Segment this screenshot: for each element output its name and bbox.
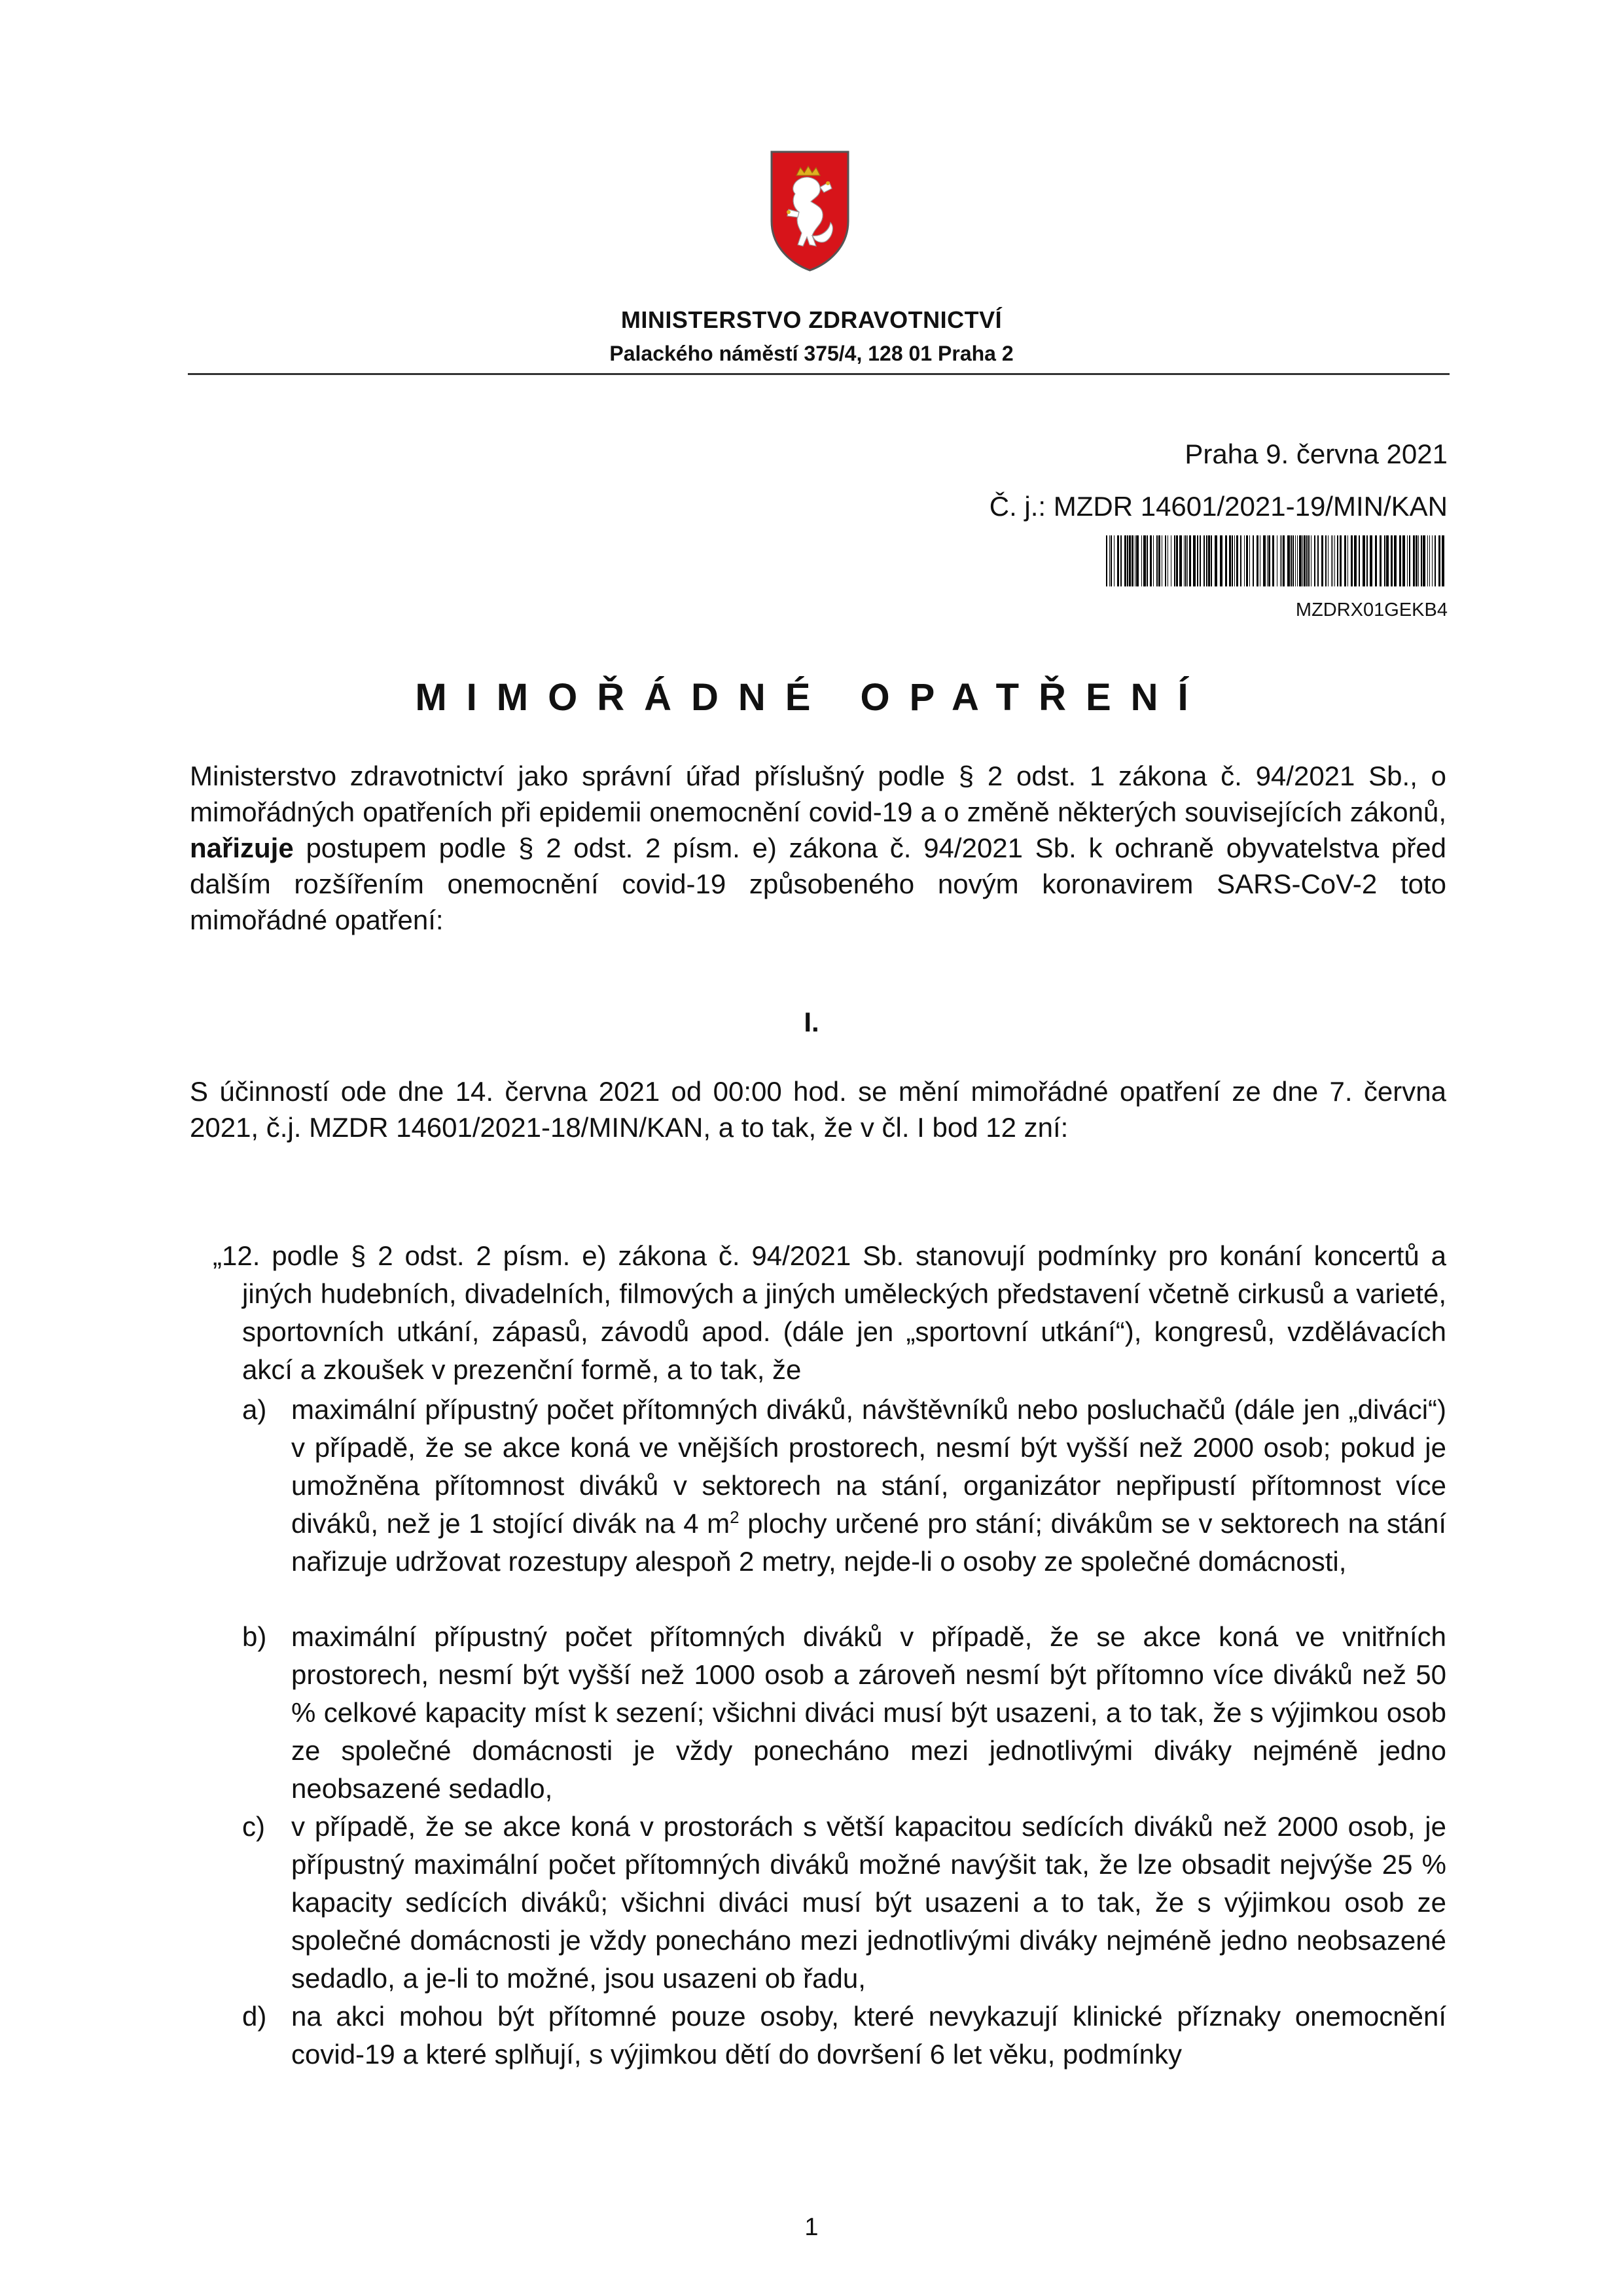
list-item-a [242,1391,1446,1581]
superscript: 2 [730,1507,740,1527]
intro-paragraph [190,758,1446,938]
document-title: MIMOŘÁDNÉ OPATŘENÍ [415,676,1208,719]
barcode [1106,535,1448,586]
page-number: 1 [804,2214,819,2241]
ministry-address: Palackého náměstí 375/4, 128 01 Praha 2 [609,342,1014,365]
point-12 [213,1237,1446,1389]
list-item-b [242,1618,1446,1808]
list-item-label: b) [242,1621,267,1652]
ministry-name: MINISTERSTVO ZDRAVOTNICTVÍ [620,306,1003,333]
intro-bold-verb: nařizuje [190,833,294,863]
barcode-code: MZDRX01GEKB4 [1295,600,1448,620]
intro-text-after: postupem podle § 2 odst. 2 písm. e) zákona č. 94/2021 Sb. k ochraně obyvatelstva před dalším rozšířením onemocnění covid-19 způsobeného novým koronavirem SARS-CoV-2 toto mimořádné opatření: [190,833,1446,935]
list-item-c [242,1808,1446,1998]
point-12-text: „12. podle § 2 odst. 2 písm. e) zákona č. 94/2021 Sb. stanovují podmínky pro konání koncertů a jiných hudebních, divadelních, filmových a jiných uměleckých představení včetně cirkusů a varieté, sportovních utkání, zápasů, závodů apod. (dále jen „sportovní utkání“), kongresů, vzdělávacích akcí a zkoušek v prezenční formě, a to tak, že [213,1240,1446,1385]
amendment-paragraph: S účinností ode dne 14. června 2021 od 00:00 hod. se mění mimořádné opatření ze dne 7. června 2021, č.j. MZDR 14601/2021-18/MIN/KAN, a to tak, že v čl. I bod 12 zní: [190,1076,1446,1143]
list-item-label: a) [242,1394,267,1425]
header-divider [188,373,1450,375]
section-heading: I. [804,1007,819,1037]
list-item-text: na akci mohou být přítomné pouze osoby, které nevykazují klinické příznaky onemocnění covid-19 a které splňují, s výjimkou dětí do dovršení 6 let věku, podmínky [291,2001,1446,2070]
list-item-label: d) [242,2001,267,2032]
document-date: Praha 9. června 2021 [1185,439,1448,469]
list-item-text: maximální přípustný počet přítomných diváků v případě, že se akce koná ve vnitřních prostorech, nesmí být vyšší než 1000 osob a zároveň nesmí být přítomno více diváků než 50 % celkové kapacity míst k sezení; všichni diváci musí být usazeni, a to tak, že s výjimkou osob ze společné domácnosti je vždy ponecháno mezi jednotlivými diváky nejméně jedno neobsazené sedadlo, [291,1621,1446,1804]
list-item-d [242,1998,1446,2073]
reference-number: Č. j.: MZDR 14601/2021-19/MIN/KAN [989,491,1448,522]
list-item-text: maximální přípustný počet přítomných diváků, návštěvníků nebo posluchačů (dále jen „diváci“) v případě, že se akce koná ve vnějších prostorech, nesmí být vyšší než 2000 osob; pokud je umožněna přítomnost diváků v sektorech na stání, organizátor nepřipustí přítomnost více diváků, než je 1 stojící divák na 4 m [291,1394,1446,1539]
list-item-label: c) [242,1811,265,1842]
list-item-text: v případě, že se akce koná v prostorách s větší kapacitou sedících diváků než 2000 osob, je přípustný maximální počet přítomných diváků možné navýšit tak, že lze obsadit nejvýše 25 % kapacity sedících diváků; všichni diváci musí být usazeni a to tak, že s výjimkou osob ze společné domácnosti je vždy ponecháno mezi jednotlivými diváky nejméně jedno neobsazené sedadlo, a je-li to možné, jsou usazeni ob řadu, [291,1811,1446,1994]
intro-text-before: Ministerstvo zdravotnictví jako správní úřad příslušný podle § 2 odst. 1 zákona č. 94/2021 Sb., o mimořádných opatřeních při epidemii onemocnění covid-19 a o změně některých souvisejících zákonů, [190,761,1446,827]
list-item-text-continued: plochy určené pro stání; divákům se v sektorech na stání nařizuje udržovat rozestupy alespoň 2 metry, nejde-li o osoby ze společné domácnosti, [291,1508,1447,1577]
czech-coat-of-arms-icon [769,149,851,272]
